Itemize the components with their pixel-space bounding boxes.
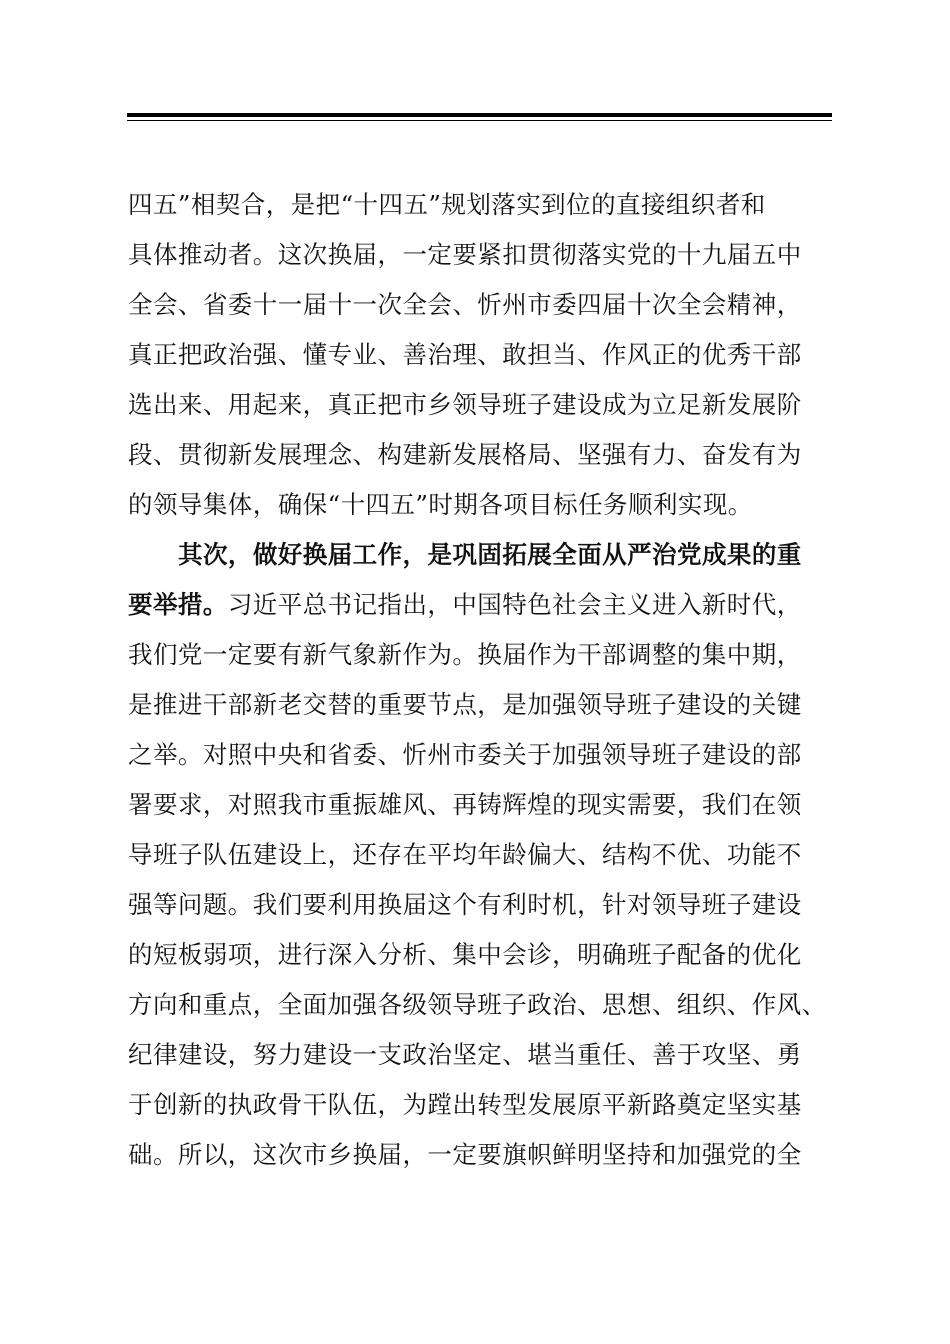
paragraph-2 xyxy=(128,530,848,1180)
text-line: 段、贯彻新发展理念、构建新发展格局、坚强有力、奋发有为 xyxy=(128,440,802,469)
text-line: 我们党一定要有新气象新作为。换届作为干部调整的集中期， xyxy=(128,640,802,669)
text-line: 的短板弱项，进行深入分析、集中会诊，明确班子配备的优化 xyxy=(128,940,802,969)
text-line: 方向和重点，全面加强各级领导班子政治、思想、组织、作风、 xyxy=(128,990,827,1019)
text-line: 强等问题。我们要利用换届这个有利时机，针对领导班子建设 xyxy=(128,890,802,919)
text-line: 导班子队伍建设上，还存在平均年龄偏大、结构不优、功能不 xyxy=(128,840,802,869)
header-rule-thin xyxy=(127,120,832,121)
paragraph-heading-end: 要举措。 xyxy=(128,590,228,619)
document-body xyxy=(128,180,848,1180)
paragraph-heading: 其次，做好换届工作，是巩固拓展全面从严治党成果的重 xyxy=(178,540,802,569)
text-line: 纪律建设，努力建设一支政治坚定、堪当重任、善于攻坚、勇 xyxy=(128,1040,802,1069)
text-line: 是推进干部新老交替的重要节点，是加强领导班子建设的关键 xyxy=(128,690,802,719)
text-line-rest: 习近平总书记指出，中国特色社会主义进入新时代， xyxy=(227,590,802,619)
text-line: 于创新的执政骨干队伍，为蹚出转型发展原平新路奠定坚实基 xyxy=(128,1090,802,1119)
text-line: 署要求，对照我市重振雄风、再铸辉煌的现实需要，我们在领 xyxy=(128,790,802,819)
text-line: 真正把政治强、懂专业、善治理、敢担当、作风正的优秀干部 xyxy=(128,340,802,369)
text-line: 选出来、用起来，真正把市乡领导班子建设成为立足新发展阶 xyxy=(128,390,802,419)
text-line xyxy=(128,580,848,630)
text-line: 础。所以，这次市乡换届，一定要旗帜鲜明坚持和加强党的全 xyxy=(128,1140,802,1169)
text-line: 四五”相契合，是把“十四五”规划落实到位的直接组织者和 xyxy=(128,190,766,219)
text-line: 之举。对照中央和省委、忻州市委关于加强领导班子建设的部 xyxy=(128,740,802,769)
header-rule-thick xyxy=(127,113,832,117)
paragraph-1 xyxy=(128,180,848,530)
text-line: 的领导集体，确保“十四五”时期各项目标任务顺利实现。 xyxy=(128,490,753,519)
text-line: 具体推动者。这次换届，一定要紧扣贯彻落实党的十九届五中 xyxy=(128,240,802,269)
text-line: 全会、省委十一届十一次全会、忻州市委四届十次全会精神， xyxy=(128,290,802,319)
